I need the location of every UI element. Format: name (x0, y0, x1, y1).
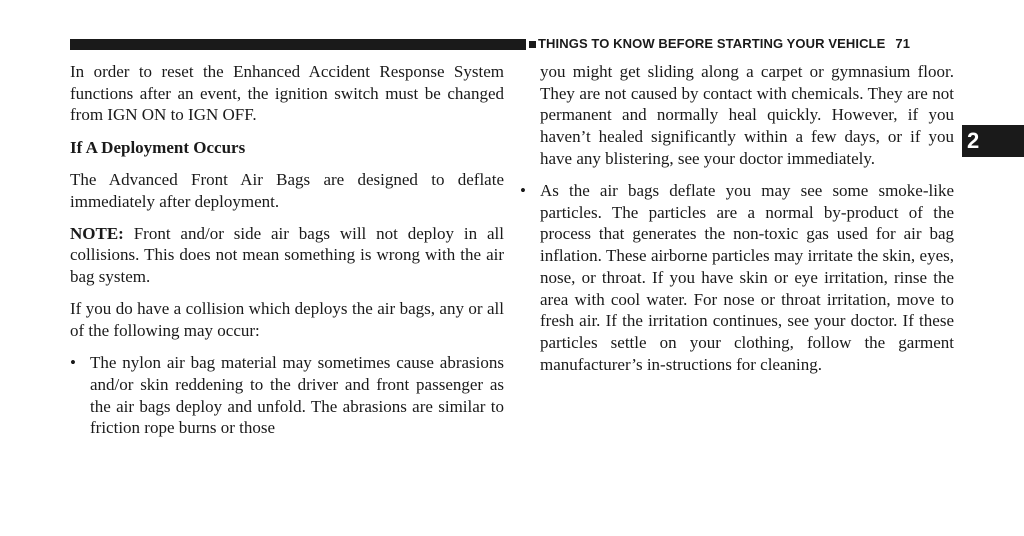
bullet-text: The nylon air bag material may sometimes cause abrasions and/or skin reddening to the driver and front passenger as the air bags deploy and unfold. The abrasions are similar to friction rope burns or those (90, 353, 504, 438)
note-text: Front and/or side air bags will not deploy in all collisions. This does not mean something is wrong with the air bag system. (70, 223, 504, 287)
note-paragraph (70, 223, 504, 288)
chapter-tab: 2 (962, 125, 1024, 157)
running-header (538, 36, 954, 51)
bullet-item-smoke-particles (520, 180, 954, 375)
note-label: NOTE: (70, 223, 124, 243)
bullet-dot: • (70, 353, 76, 373)
paragraph-collision: If you do have a collision which deploys the air bags, any or all of the following may occur: (70, 299, 504, 341)
header-rule (70, 39, 526, 50)
bullet-continuation: you might get sliding along a carpet or gymnasium floor. They are not caused by contact with chemicals. They are not permanent and normally heal quickly. However, if you haven’t healed significantly within a few days, or if you have any blistering, see your doctor immediately. (540, 62, 954, 168)
bullet-text: As the air bags deflate you may see some smoke-like particles. The particles are a normal by-product of the process that generates the non-toxic gas used for air bag inflation. These airborne particles may irritate the skin, eyes, nose, or throat. If you have skin or eye irritation, rinse the area with cool water. For nose or throat irritation, move to fresh air. If the irritation continues, see your doctor. If these particles settle on your clothing, follow the garment manufacturer’s in-structions for cleaning. (540, 181, 954, 374)
bullet-dot: • (520, 181, 526, 201)
page-number: 71 (895, 36, 911, 51)
section-heading: If A Deployment Occurs (70, 137, 246, 157)
right-column (520, 61, 954, 375)
paragraph-deflate: The Advanced Front Air Bags are designed to deflate immediately after deployment. (70, 169, 504, 211)
left-column (70, 61, 504, 439)
header-square-marker (529, 41, 536, 48)
bullet-item-abrasions (70, 352, 504, 439)
paragraph-reset-system: In order to reset the Enhanced Accident Response System functions after an event, the ignition switch must be changed from IGN ON to IGN OFF. (70, 62, 504, 125)
section-title: THINGS TO KNOW BEFORE STARTING YOUR VEHICLE (538, 36, 886, 51)
